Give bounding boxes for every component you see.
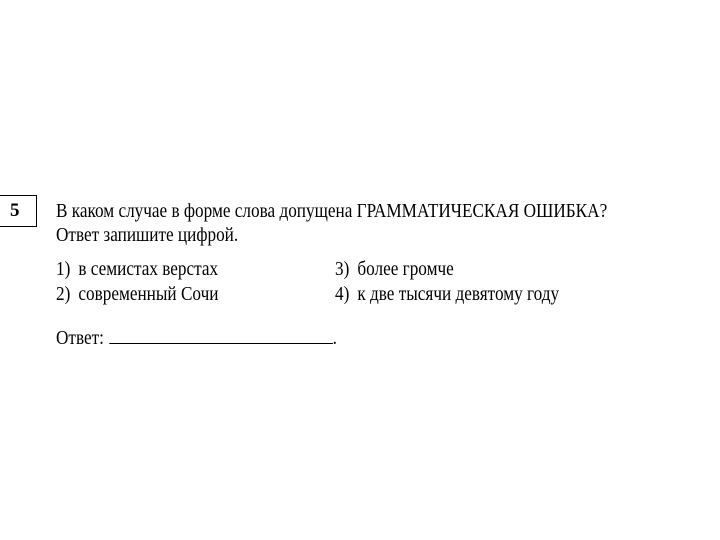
- option-text: более громче: [357, 258, 454, 280]
- question-text: [56, 199, 607, 247]
- instruction-line: Ответ запишите цифрой.: [56, 224, 239, 246]
- option-number: 2): [56, 283, 71, 305]
- option-4: [335, 282, 559, 306]
- option-text: в семистах верстах: [78, 258, 219, 280]
- option-text: современный Сочи: [78, 283, 219, 305]
- answer-label: Ответ:: [56, 327, 104, 349]
- task-number-box: [0, 195, 37, 227]
- option-1: [56, 257, 218, 281]
- answer-suffix: .: [332, 327, 337, 349]
- option-number: 4): [335, 283, 350, 305]
- answer-row: [56, 325, 337, 350]
- question-line: В каком случае в форме слова допущена ГРАММАТИЧЕСКАЯ ОШИБКА?: [56, 200, 608, 222]
- option-number: 1): [56, 258, 71, 280]
- option-3: [335, 257, 454, 281]
- task-number: 5: [10, 200, 20, 221]
- option-text: к две тысячи девятому году: [357, 283, 560, 305]
- answer-blank-line[interactable]: [109, 325, 333, 344]
- option-2: [56, 282, 218, 306]
- option-number: 3): [335, 258, 350, 280]
